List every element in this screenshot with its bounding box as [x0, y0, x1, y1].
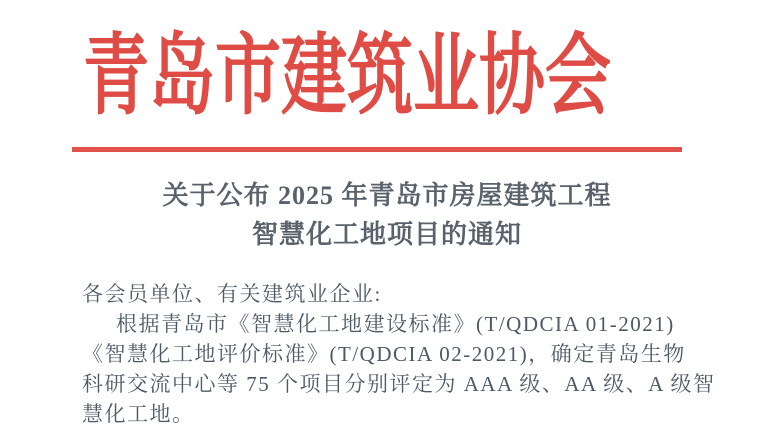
body-line: 科研交流中心等 75 个项目分别评定为 AAA 级、AA 级、A 级智 — [82, 372, 716, 396]
letterhead-divider — [72, 147, 682, 152]
notice-body — [82, 279, 722, 429]
letterhead-org-name: 青岛市建筑业协会 — [83, 25, 611, 125]
notice-title — [0, 176, 758, 254]
notice-title-line2: 智慧化工地项目的通知 — [251, 220, 522, 249]
notice-title-line1: 关于公布 2025 年青岛市房屋建筑工程 — [162, 181, 612, 210]
salutation-line: 各会员单位、有关建筑业企业: — [82, 282, 382, 306]
body-line: 慧化工地。 — [82, 402, 195, 426]
body-line: 《智慧化工地评价标准》(T/QDCIA 02-2021)，确定青岛生物 — [82, 342, 686, 366]
body-line: 根据青岛市《智慧化工地建设标准》(T/QDCIA 01-2021) — [116, 312, 675, 336]
